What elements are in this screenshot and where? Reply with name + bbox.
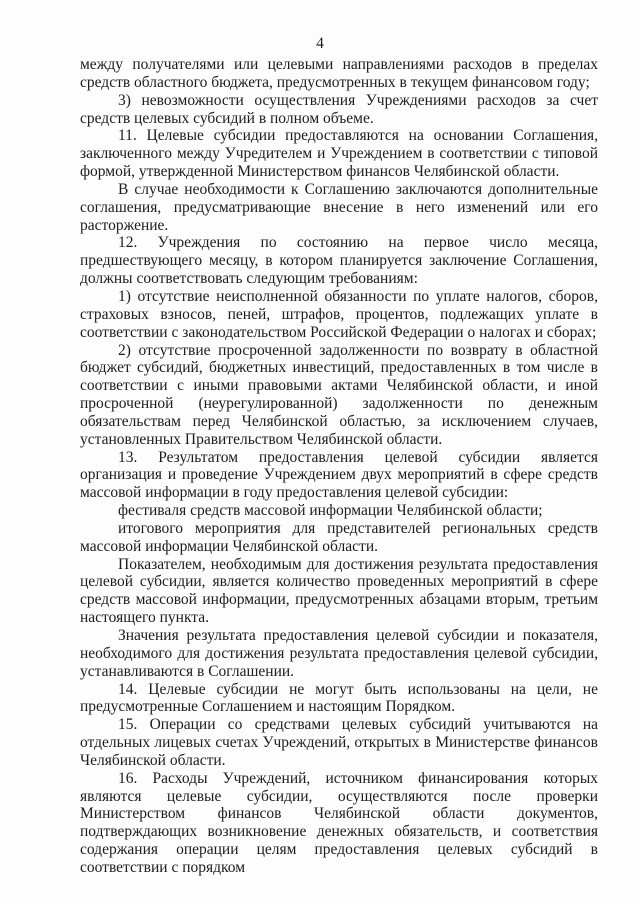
paragraph-values: Значения результата предоставления целевой субсидии и показателя, необходимого для достижения результата предоставления целевой субсидии, устанавливаются в Соглашении. bbox=[80, 627, 598, 680]
paragraph-indicator: Показателем, необходимым для достижения результата предоставления целевой субсидии, является количество проведенных мероприятий в сфере средств массовой информации, предусмотренных абзацами вторым, третьим настоящего пункта. bbox=[80, 555, 598, 627]
paragraph-final-event: итогового мероприятия для представителей региональных средств массовой информации Челябинской области. bbox=[80, 519, 598, 555]
document-body bbox=[80, 56, 598, 877]
paragraph-requirement-2: 2) отсутствие просроченной задолженности по возврату в областной бюджет субсидий, бюджетных инвестиций, предоставленных в том числе в соответствии с иными правовыми актами Челябинской области, и иной просроченной (неурегулированной) задолженности по денежным обязательствам перед Челябинской областью, за исключением случаев, установленных Правительством Челябинской области. bbox=[80, 341, 598, 448]
paragraph-clause-12: 12. Учреждения по состоянию на первое число месяца, предшествующего месяцу, в котором планируется заключение Соглашения, должны соответствовать следующим требованиям: bbox=[80, 234, 598, 288]
paragraph-clause-16: 16. Расходы Учреждений, источником финансирования которых являются целевые субсидии, осуществляются после проверки Министерством финансов Челябинской области документов, подтверждающих возникновение денежных обязательств, и соответствия содержания операции целям предоставления целевых субсидий в соответствии с порядком bbox=[80, 769, 598, 876]
paragraph-continuation: между получателями или целевыми направлениями расходов в пределах средств областного бюджета, предусмотренных в текущем финансовом году; bbox=[80, 56, 598, 91]
paragraph-clause-14: 14. Целевые субсидии не могут быть использованы на цели, не предусмотренные Соглашением и настоящим Порядком. bbox=[80, 680, 598, 716]
paragraph-additional-agreements: В случае необходимости к Соглашению заключаются дополнительные соглашения, предусматривающие внесение в него изменений или его расторжение. bbox=[80, 180, 598, 234]
paragraph-clause-11: 11. Целевые субсидии предоставляются на основании Соглашения, заключенного между Учредителем и Учреждением в соответствии с типовой формой, утвержденной Министерством финансов Челябинской области. bbox=[80, 127, 598, 181]
paragraph-requirement-1: 1) отсутствие неисполненной обязанности по уплате налогов, сборов, страховых взносов, пеней, штрафов, процентов, подлежащих уплате в соответствии с законодательством Российской Федерации о налогах и сборах; bbox=[80, 287, 598, 341]
page-number: 4 bbox=[316, 35, 324, 52]
paragraph-clause-15: 15. Операции со средствами целевых субсидий учитываются на отдельных лицевых счетах Учреждений, открытых в Министерстве финансов Челябинской области. bbox=[80, 716, 598, 769]
paragraph-item-3: 3) невозможности осуществления Учреждениями расходов за счет средств целевых субсидий в полном объеме. bbox=[80, 91, 598, 127]
paragraph-clause-13: 13. Результатом предоставления целевой субсидии является организация и проведение Учреждением двух мероприятий в сфере средств массовой информации в году предоставления целевой субсидии: bbox=[80, 448, 598, 502]
paragraph-festival: фестиваля средств массовой информации Челябинской области; bbox=[118, 502, 543, 520]
